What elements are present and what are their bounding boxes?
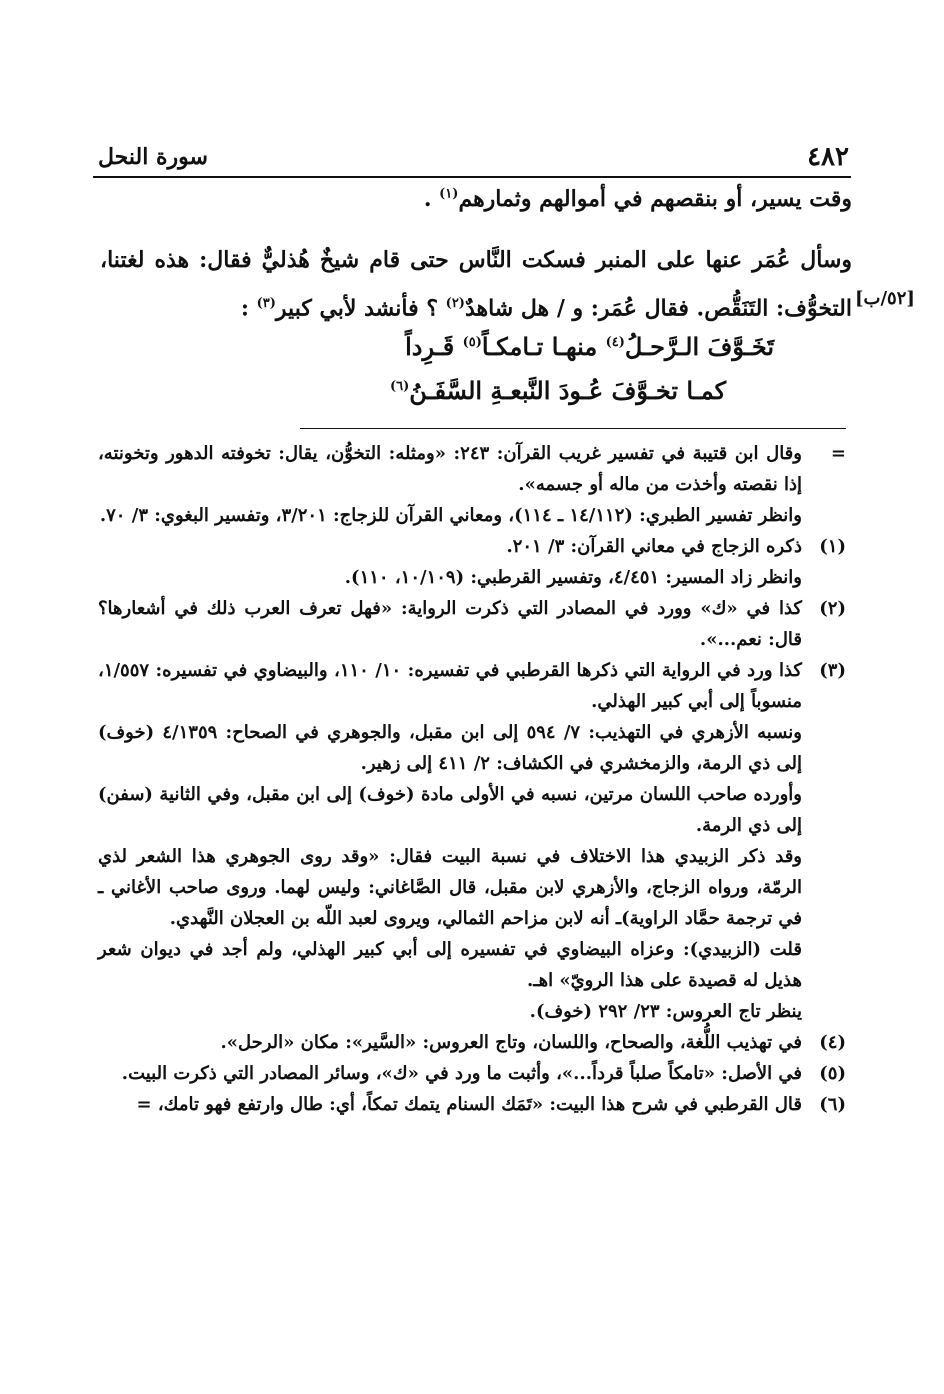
footnote-continuation bbox=[98, 438, 846, 500]
footnote-text: قلت (الزبيدي): وعزاه البيضاوي في تفسيره إلى أبي كبير الهذلي، ولم أجد في ديوان شعر هذيل له قصيدة على هذا الرويّ» اهـ. bbox=[98, 939, 802, 991]
footnote-ref: (٤) bbox=[605, 335, 625, 350]
main-text: وسأل عُمَر عنها على المنبر فسكت النَّاس حتى قام شيخٌ هُذليٌّ فقال: هذه لغتنا، التخوُّف: التَنَقُّص. فقال عُمَر: و / هل شاهدٌ bbox=[100, 247, 852, 322]
main-paragraph-2 bbox=[100, 238, 852, 330]
footnote-text: وقال ابن قتيبة في تفسير غريب القرآن: ٢٤٣: «ومثله: التخوُّن، يقال: تخوفته الدهور وتخونته، إذا نقصته وأخذت من ماله أو جسمه». bbox=[98, 443, 802, 495]
footnote-ref: (٦) bbox=[389, 379, 410, 394]
page-number: ٤٨٢ bbox=[807, 142, 849, 172]
footnote-text: وانظر زاد المسير: ٤/٤٥١، وتفسير القرطبي: (١٠/١٠٩، ١١٠). bbox=[344, 567, 802, 588]
footnote-4 bbox=[98, 1027, 846, 1058]
footnote-2 bbox=[98, 593, 846, 655]
footnote-continuation-2 bbox=[98, 500, 846, 531]
footnote-ref: (٥) bbox=[462, 335, 482, 350]
main-paragraph-1 bbox=[100, 186, 852, 212]
header-rule bbox=[93, 176, 851, 178]
footnote-ref: (٢) bbox=[445, 296, 465, 311]
footnote-text: وقد ذكر الزبيدي هذا الاختلاف في نسبة البيت فقال: «وقد روى الجوهري هذا الشعر لذي الرمّة، ورواه الزجاج، والأزهري لابن مقبل، قال الصَّاغاني: وليس لهما. وروى صاحب الأغاني ـ في ترجمة حمَّاد الراوية)ـ أنه لابن مزاحم الثمالي، ويروى لعبد اللّه بن العجلان النَّهدي. bbox=[98, 846, 802, 929]
footnotes bbox=[98, 438, 846, 1120]
main-text: . bbox=[423, 186, 440, 212]
footnote-5 bbox=[98, 1058, 846, 1089]
main-text: : bbox=[240, 295, 257, 322]
verse-text: كمـا تخـوَّفَ عُـودَ النَّبعـةِ السَّفَـنُ bbox=[409, 376, 726, 405]
footnote-text: كذا ورد في الرواية التي ذكرها القرطبي في تفسيره: ١٠/ ١١٠، والبيضاوي في تفسيره: ١/٥٥٧، منسوباً إلى أبي كبير الهذلي. bbox=[98, 660, 802, 712]
footnote-3-cont bbox=[98, 841, 846, 934]
running-title: سورة النحل bbox=[98, 144, 208, 170]
footnote-3-cont bbox=[98, 996, 846, 1027]
footnote-text: وأورده صاحب اللسان مرتين، نسبه في الأولى مادة (خوف) إلى ابن مقبل، وفي الثانية (سفن) إلى ذي الرمة. bbox=[98, 784, 802, 836]
footnote-text: قال القرطبي في شرح هذا البيت: «تَمَك السنام يتمك تمكاً، أي: طال وارتفع فهو تامك، = bbox=[136, 1094, 802, 1115]
footnote-3-cont bbox=[98, 779, 846, 841]
footnote-3 bbox=[98, 655, 846, 717]
poem-verse-1 bbox=[405, 332, 774, 361]
footnote-1-cont bbox=[98, 562, 846, 593]
verse-text: قَـرِداً bbox=[405, 332, 463, 361]
footnote-text: في تهذيب اللُّغة، والصحاح، واللسان، وتاج العروس: «السَّير»: مكان «الرحل». bbox=[220, 1032, 802, 1053]
footnote-number: (٤) bbox=[819, 1032, 846, 1053]
footnote-3-cont bbox=[98, 717, 846, 779]
manuscript-folio-ref: [٥٢/ب] bbox=[855, 288, 915, 309]
main-text: وقت يسير، أو بنقصهم في أموالهم وثمارهم bbox=[458, 186, 852, 212]
verse-text: تَخَـوَّفَ الـرَّحـلُ bbox=[624, 332, 774, 361]
footnote-text: ذكره الزجاج في معاني القرآن: ٣/ ٢٠١. bbox=[506, 536, 802, 557]
footnote-number: (٥) bbox=[819, 1063, 846, 1084]
footnote-number: (١) bbox=[819, 536, 846, 557]
footnote-text: ونسبه الأزهري في التهذيب: ٧/ ٥٩٤ إلى ابن مقبل، والجوهري في الصحاح: ٤/١٣٥٩ (خوف) إلى ذي الرمة، والزمخشري في الكشاف: ٢/ ٤١١ إلى زهير. bbox=[98, 722, 802, 774]
footnote-1 bbox=[98, 531, 846, 562]
verse-text: منهـا تـامكـاً bbox=[481, 332, 606, 361]
footnote-6 bbox=[98, 1089, 846, 1120]
footnote-text: كذا في «ك» وورد في المصادر التي ذكرت الرواية: «فهل تعرف العرب ذلك في أشعارها؟ قال: نعم...». bbox=[98, 598, 802, 650]
footnote-number: (٢) bbox=[819, 598, 846, 619]
footnote-rule bbox=[300, 428, 846, 429]
footnote-text: وانظر تفسير الطبري: (١٤/١١٢ ـ ١١٤)، ومعاني القرآن للزجاج: ٣/٢٠١، وتفسير البغوي: ٣/ ٧٠. bbox=[99, 505, 802, 526]
footnote-ref: (٣) bbox=[256, 296, 276, 311]
main-text: ؟ فأنشد لأبي كبير bbox=[275, 295, 446, 322]
footnote-3-cont bbox=[98, 934, 846, 996]
footnote-text: في الأصل: «تامكاً صلباً قرداً...»، وأثبت ما ورد في «ك»، وسائر المصادر التي ذكرت البيت. bbox=[121, 1063, 802, 1084]
footnote-text: ينظر تاج العروس: ٢٣/ ٢٩٢ (خوف). bbox=[529, 1001, 802, 1022]
footnote-number: (٦) bbox=[819, 1094, 846, 1115]
footnote-ref: (١) bbox=[439, 186, 459, 202]
poem-verse-2 bbox=[390, 376, 726, 405]
footnote-number: (٣) bbox=[819, 660, 846, 681]
continuation-mark: = bbox=[830, 443, 846, 464]
